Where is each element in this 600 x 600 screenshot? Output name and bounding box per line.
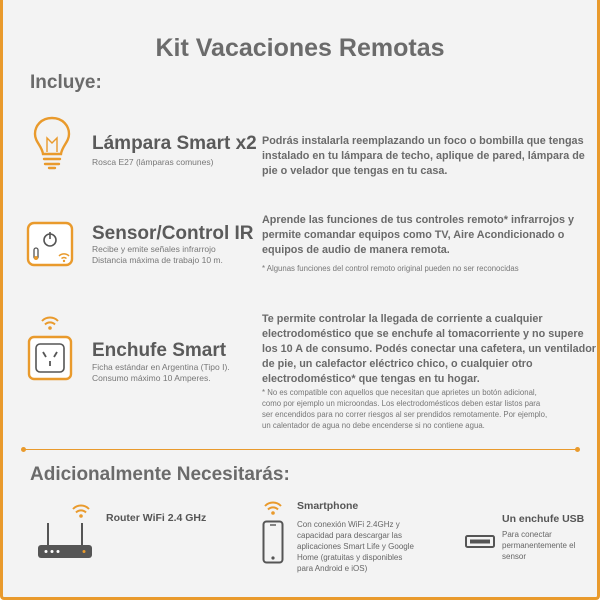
product-note-sensor: * Algunas funciones del control remoto original pueden no ser reconocidas bbox=[262, 264, 519, 273]
extra-name-smartphone: Smartphone bbox=[297, 500, 359, 512]
smartphone-icon bbox=[262, 520, 284, 564]
includes-heading: Incluye: bbox=[30, 72, 102, 93]
product-desc-lamp: Podrás instalarla reemplazando un foco o bombilla que tengas instalado en tu lámpara de techo, aplique de pared, lámpara de pie o velador que tengas en tu casa. bbox=[262, 135, 585, 177]
page-title: Kit Vacaciones Remotas bbox=[155, 34, 445, 62]
product-sub-plug: Ficha estándar en Argentina (Tipo I). Consumo máximo 10 Amperes. bbox=[92, 362, 230, 383]
wifi-icon bbox=[40, 315, 60, 331]
extra-desc-smartphone: Con conexión WiFi 2.4GHz y capacidad para descargar las aplicaciones Smart Life y Google Home (gratuitas y disponibles para Android e iOS) bbox=[297, 520, 414, 573]
product-note-plug: * No es compatible con aquellos que necesitan que aprietes un botón adicional, como por ejemplo un microondas. Los electrodomésticos deben estar listos para ser encendidos para no correr riesgos al ser prendidos remotamente. Por ejemplo, un calentador de agua no debe encenderse si no contiene agua. bbox=[262, 388, 548, 430]
product-name-plug: Enchufe Smart bbox=[92, 340, 227, 361]
extra-name-router: Router WiFi 2.4 GHz bbox=[106, 512, 207, 524]
product-desc-plug: Te permite controlar la llegada de corriente a cualquier electrodoméstico que se enchufe al tomacorriente y no supere los 10 A de consumo. Podés conectar una cafetera, un ventilador de pie, un calefactor eléctrico chico, o cualquier otro electrodoméstico* que tengas en tu hogar. bbox=[262, 313, 596, 385]
ir-sensor-icon bbox=[25, 220, 75, 268]
product-name-sensor: Sensor/Control IR bbox=[92, 223, 254, 244]
divider-dot-right bbox=[575, 447, 580, 452]
divider-dot-left bbox=[21, 447, 26, 452]
lightbulb-icon bbox=[29, 114, 75, 172]
extra-desc-usb: Para conectar permanentemente el sensor bbox=[502, 530, 576, 561]
extra-name-usb: Un enchufe USB bbox=[502, 513, 585, 525]
product-desc-sensor: Aprende las funciones de tus controles remoto* infrarrojos y permite comandar equipos como TV, Aire Acondicionado o equipos de audio de manera remota. bbox=[262, 214, 574, 256]
product-name-lamp: Lámpara Smart x2 bbox=[92, 133, 257, 154]
usb-plug-icon bbox=[464, 534, 496, 550]
router-icon bbox=[36, 519, 94, 563]
additional-heading: Adicionalmente Necesitarás: bbox=[30, 464, 290, 485]
smart-plug-icon bbox=[27, 335, 73, 381]
wifi-icon bbox=[263, 500, 283, 516]
wifi-icon bbox=[71, 503, 91, 519]
product-sub-sensor: Recibe y emite señales infrarrojo Distancia máxima de trabajo 10 m. bbox=[92, 244, 223, 265]
product-sub-lamp: Rosca E27 (lámparas comunes) bbox=[92, 157, 214, 167]
section-divider bbox=[23, 449, 578, 450]
